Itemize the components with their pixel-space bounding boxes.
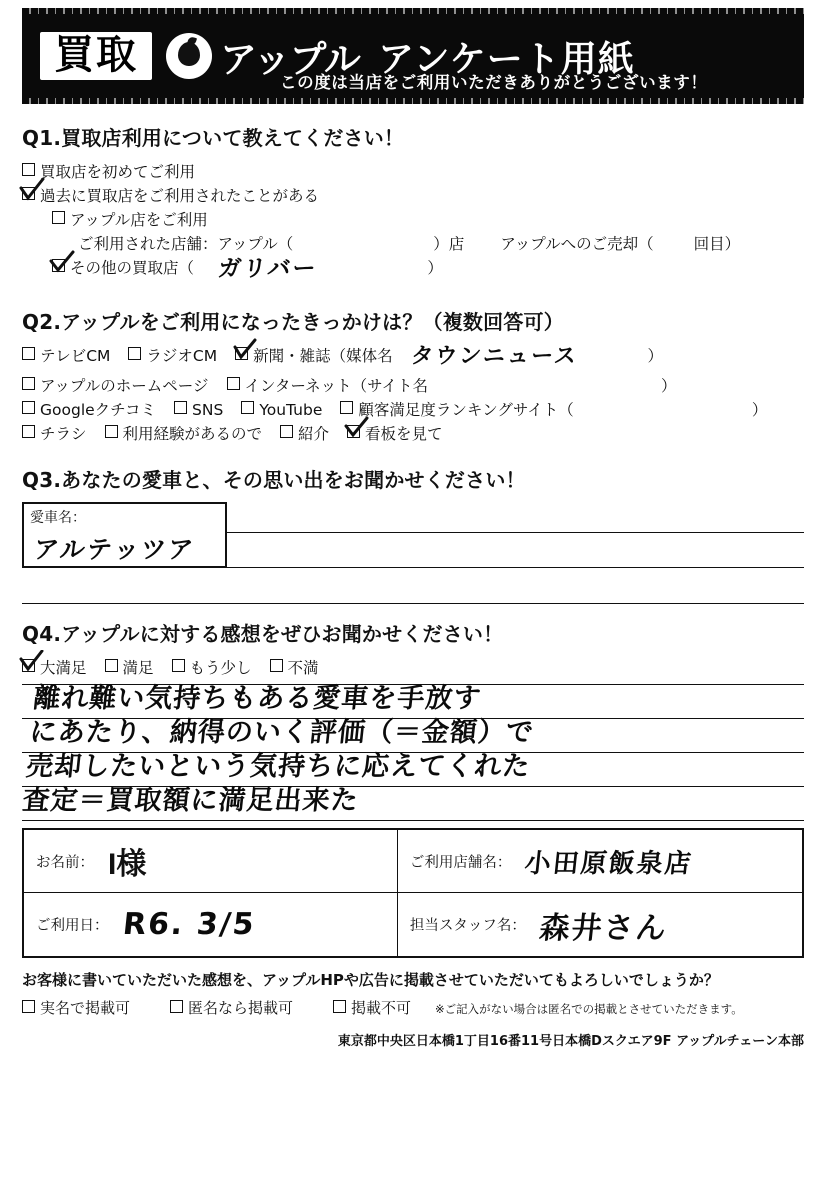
option-label: 利用経験があるので bbox=[122, 424, 263, 443]
option-label: 不満 bbox=[287, 658, 319, 677]
q2-option-radiocm[interactable] bbox=[128, 344, 217, 368]
option-label: SNS bbox=[192, 400, 224, 419]
table-row bbox=[23, 893, 803, 957]
apple-logo-icon bbox=[166, 33, 212, 79]
footer-option-no-publish[interactable] bbox=[333, 997, 411, 1018]
store-used-prefix: ご利用された店舗：アップル（ bbox=[78, 235, 294, 254]
q1-title: Q1.買取店利用について教えてください！ bbox=[22, 126, 405, 150]
q3-title: Q3.あなたの愛車と、その思い出をお聞かせください！ bbox=[22, 467, 526, 492]
other-store-value: ガリバー bbox=[216, 256, 319, 283]
q2-option-row-2 bbox=[22, 374, 804, 398]
q1-other-store-row bbox=[22, 256, 804, 288]
customer-info-table bbox=[22, 828, 804, 958]
checkbox[interactable] bbox=[22, 401, 35, 414]
option-label: 新聞・雑誌（媒体名 bbox=[253, 346, 393, 365]
q1-option-first-use[interactable] bbox=[22, 160, 195, 184]
option-label: テレビCM bbox=[40, 346, 111, 365]
checkbox[interactable] bbox=[22, 187, 35, 200]
comment-line: 売却したいという気持ちに応えてくれた bbox=[24, 750, 532, 782]
checkbox[interactable] bbox=[105, 659, 118, 672]
checkbox[interactable] bbox=[22, 1000, 35, 1013]
checkbox[interactable] bbox=[22, 347, 35, 360]
option-label: 買取店を初めてご利用 bbox=[40, 163, 196, 181]
q1-option-row-1 bbox=[22, 160, 804, 184]
q2-option-row-3 bbox=[22, 398, 804, 422]
q2-option-youtube[interactable] bbox=[241, 398, 322, 422]
option-label: 紹介 bbox=[298, 424, 330, 443]
comment-line: 離れ難い気持ちもある愛車を手放す bbox=[31, 682, 484, 714]
survey-page bbox=[0, 8, 826, 1178]
q4-option-very-satisfied[interactable] bbox=[22, 656, 87, 680]
q2-option-tvcm[interactable] bbox=[22, 344, 110, 368]
q1-option-row-2 bbox=[22, 184, 804, 208]
checkbox[interactable] bbox=[333, 1000, 346, 1013]
sales-count-prefix: アップルへのご売却（ bbox=[500, 235, 654, 254]
checkbox[interactable] bbox=[22, 659, 35, 672]
option-label: アップル店をご利用 bbox=[70, 211, 208, 230]
q2-option-newspaper[interactable] bbox=[235, 344, 393, 368]
store-used-suffix: ）店 bbox=[433, 235, 465, 254]
customer-name-value: I様 bbox=[108, 848, 147, 882]
footer-option-real-name[interactable] bbox=[22, 997, 130, 1018]
media-name-close-paren: ） bbox=[647, 346, 664, 365]
site-name-close-paren: ） bbox=[661, 376, 677, 395]
option-label: 顧客満足度ランキングサイト（ bbox=[358, 400, 574, 419]
option-label: YouTube bbox=[259, 400, 323, 419]
ranking-close-paren: ） bbox=[751, 400, 768, 419]
q4-option-satisfied[interactable] bbox=[105, 656, 154, 680]
use-date-cell[interactable] bbox=[23, 893, 397, 957]
kaitori-badge: 買取 bbox=[40, 32, 152, 80]
publication-question: お客様に書いていただいた感想を、アップルHPや広告に掲載させていただいてもよろしいでしょうか？ bbox=[22, 970, 719, 989]
option-label: もう少し bbox=[189, 658, 252, 677]
q2-option-ranking-site[interactable] bbox=[340, 398, 573, 422]
comment-line: にあたり、納得のいく評価（＝金額）で bbox=[28, 716, 536, 748]
checkbox[interactable] bbox=[22, 377, 35, 390]
checkbox[interactable] bbox=[270, 659, 283, 672]
q2-option-sns[interactable] bbox=[174, 398, 223, 422]
checkbox[interactable] bbox=[170, 1000, 183, 1013]
checkbox[interactable] bbox=[280, 425, 293, 438]
header-banner bbox=[22, 8, 804, 104]
footer-option-anonymous[interactable] bbox=[170, 997, 293, 1018]
page-title: アンケート用紙 bbox=[377, 38, 635, 80]
checkbox[interactable] bbox=[52, 211, 65, 224]
q4-title: Q4.アップルに対する感想をぜひお聞かせください！ bbox=[22, 621, 504, 646]
q2-option-row-1 bbox=[22, 344, 804, 374]
checkbox[interactable] bbox=[174, 401, 187, 414]
q2-title: Q2.アップルをご利用になったきっかけは？（複数回答可） bbox=[22, 309, 564, 334]
store-name-label: ご利用店舗名： bbox=[409, 854, 512, 871]
q2-option-homepage[interactable] bbox=[22, 374, 209, 398]
q2-option-row-4 bbox=[22, 422, 804, 446]
customer-name-cell[interactable] bbox=[23, 829, 397, 893]
q1-option-apple-store[interactable] bbox=[52, 208, 208, 232]
q2-option-internet[interactable] bbox=[227, 374, 429, 398]
checkbox[interactable] bbox=[227, 377, 240, 390]
checkbox[interactable] bbox=[22, 425, 35, 438]
checkbox[interactable] bbox=[22, 163, 35, 176]
q4-comment-text bbox=[21, 682, 811, 818]
checkbox[interactable] bbox=[52, 259, 65, 272]
checkbox[interactable] bbox=[235, 347, 248, 360]
q4-option-unsatisfied[interactable] bbox=[270, 656, 319, 680]
staff-name-cell[interactable] bbox=[397, 893, 803, 957]
q4-satisfaction-row bbox=[22, 656, 804, 680]
brand-name: アップル bbox=[220, 38, 360, 81]
table-row bbox=[23, 829, 803, 893]
publication-note: ※ご記入がない場合は匿名での掲載とさせていただきます。 bbox=[435, 1001, 743, 1016]
option-label: インターネット（サイト名 bbox=[244, 376, 429, 395]
option-label: 掲載不可 bbox=[351, 998, 412, 1017]
banner-subtitle: この度は当店をご利用いただきありがとうございます！ bbox=[280, 73, 708, 92]
q2-option-experience[interactable] bbox=[105, 422, 263, 446]
store-name-cell[interactable] bbox=[397, 829, 803, 893]
media-name-value: タウンニュース bbox=[409, 343, 579, 369]
checkbox[interactable] bbox=[340, 401, 353, 414]
comment-line: 査定＝買取額に満足出来た bbox=[21, 784, 361, 816]
car-name-field[interactable] bbox=[22, 502, 227, 568]
staff-name-label: 担当スタッフ名： bbox=[409, 918, 526, 935]
option-label: チラシ bbox=[40, 424, 87, 443]
checkbox[interactable] bbox=[347, 425, 360, 438]
other-store-close-paren: ） bbox=[427, 259, 443, 278]
option-label: その他の買取店（ bbox=[70, 259, 195, 278]
sales-count-suffix: 回目） bbox=[693, 235, 741, 254]
q4-comment-area[interactable] bbox=[22, 684, 804, 824]
checkbox[interactable] bbox=[128, 347, 141, 360]
use-date-value: R6. 3/5 bbox=[120, 907, 257, 943]
option-label: Googleクチコミ bbox=[40, 400, 157, 419]
q1-option-used-before[interactable] bbox=[22, 184, 319, 208]
customer-name-label: お名前： bbox=[36, 854, 94, 871]
option-label: 実名で掲載可 bbox=[40, 998, 131, 1017]
staff-name-value: 森井さん bbox=[537, 910, 670, 946]
q1-option-row-3 bbox=[22, 208, 804, 232]
checkbox[interactable] bbox=[105, 425, 118, 438]
q2-option-referral[interactable] bbox=[280, 422, 329, 446]
use-date-label: ご利用日： bbox=[36, 918, 109, 935]
q2-option-signboard[interactable] bbox=[347, 422, 443, 446]
q2-option-google[interactable] bbox=[22, 398, 156, 422]
option-label: 匿名なら掲載可 bbox=[188, 998, 294, 1017]
publication-options bbox=[22, 997, 804, 1018]
store-name-value: 小田原飯泉店 bbox=[523, 848, 695, 879]
checkbox[interactable] bbox=[241, 401, 254, 414]
car-name-label: 愛車名： bbox=[30, 509, 86, 526]
q1-store-line bbox=[22, 232, 804, 256]
q1-option-other-store[interactable] bbox=[52, 256, 194, 280]
car-name-value: アルテッツア bbox=[32, 534, 197, 564]
option-label: 満足 bbox=[122, 658, 154, 677]
company-address: 東京都中央区日本橋1丁目16番11号日本橋Dスクエア9F アップルチェーン本部 bbox=[337, 1033, 804, 1049]
option-label: 過去に買取店をご利用されたことがある bbox=[40, 187, 320, 206]
q4-option-a-bit-more[interactable] bbox=[172, 656, 252, 680]
option-label: ラジオCM bbox=[146, 346, 218, 365]
option-label: アップルのホームページ bbox=[40, 376, 209, 395]
option-label: 大満足 bbox=[40, 658, 87, 677]
checkbox[interactable] bbox=[172, 659, 185, 672]
q2-option-flyer[interactable] bbox=[22, 422, 87, 446]
option-label: 看板を見て bbox=[365, 424, 443, 443]
